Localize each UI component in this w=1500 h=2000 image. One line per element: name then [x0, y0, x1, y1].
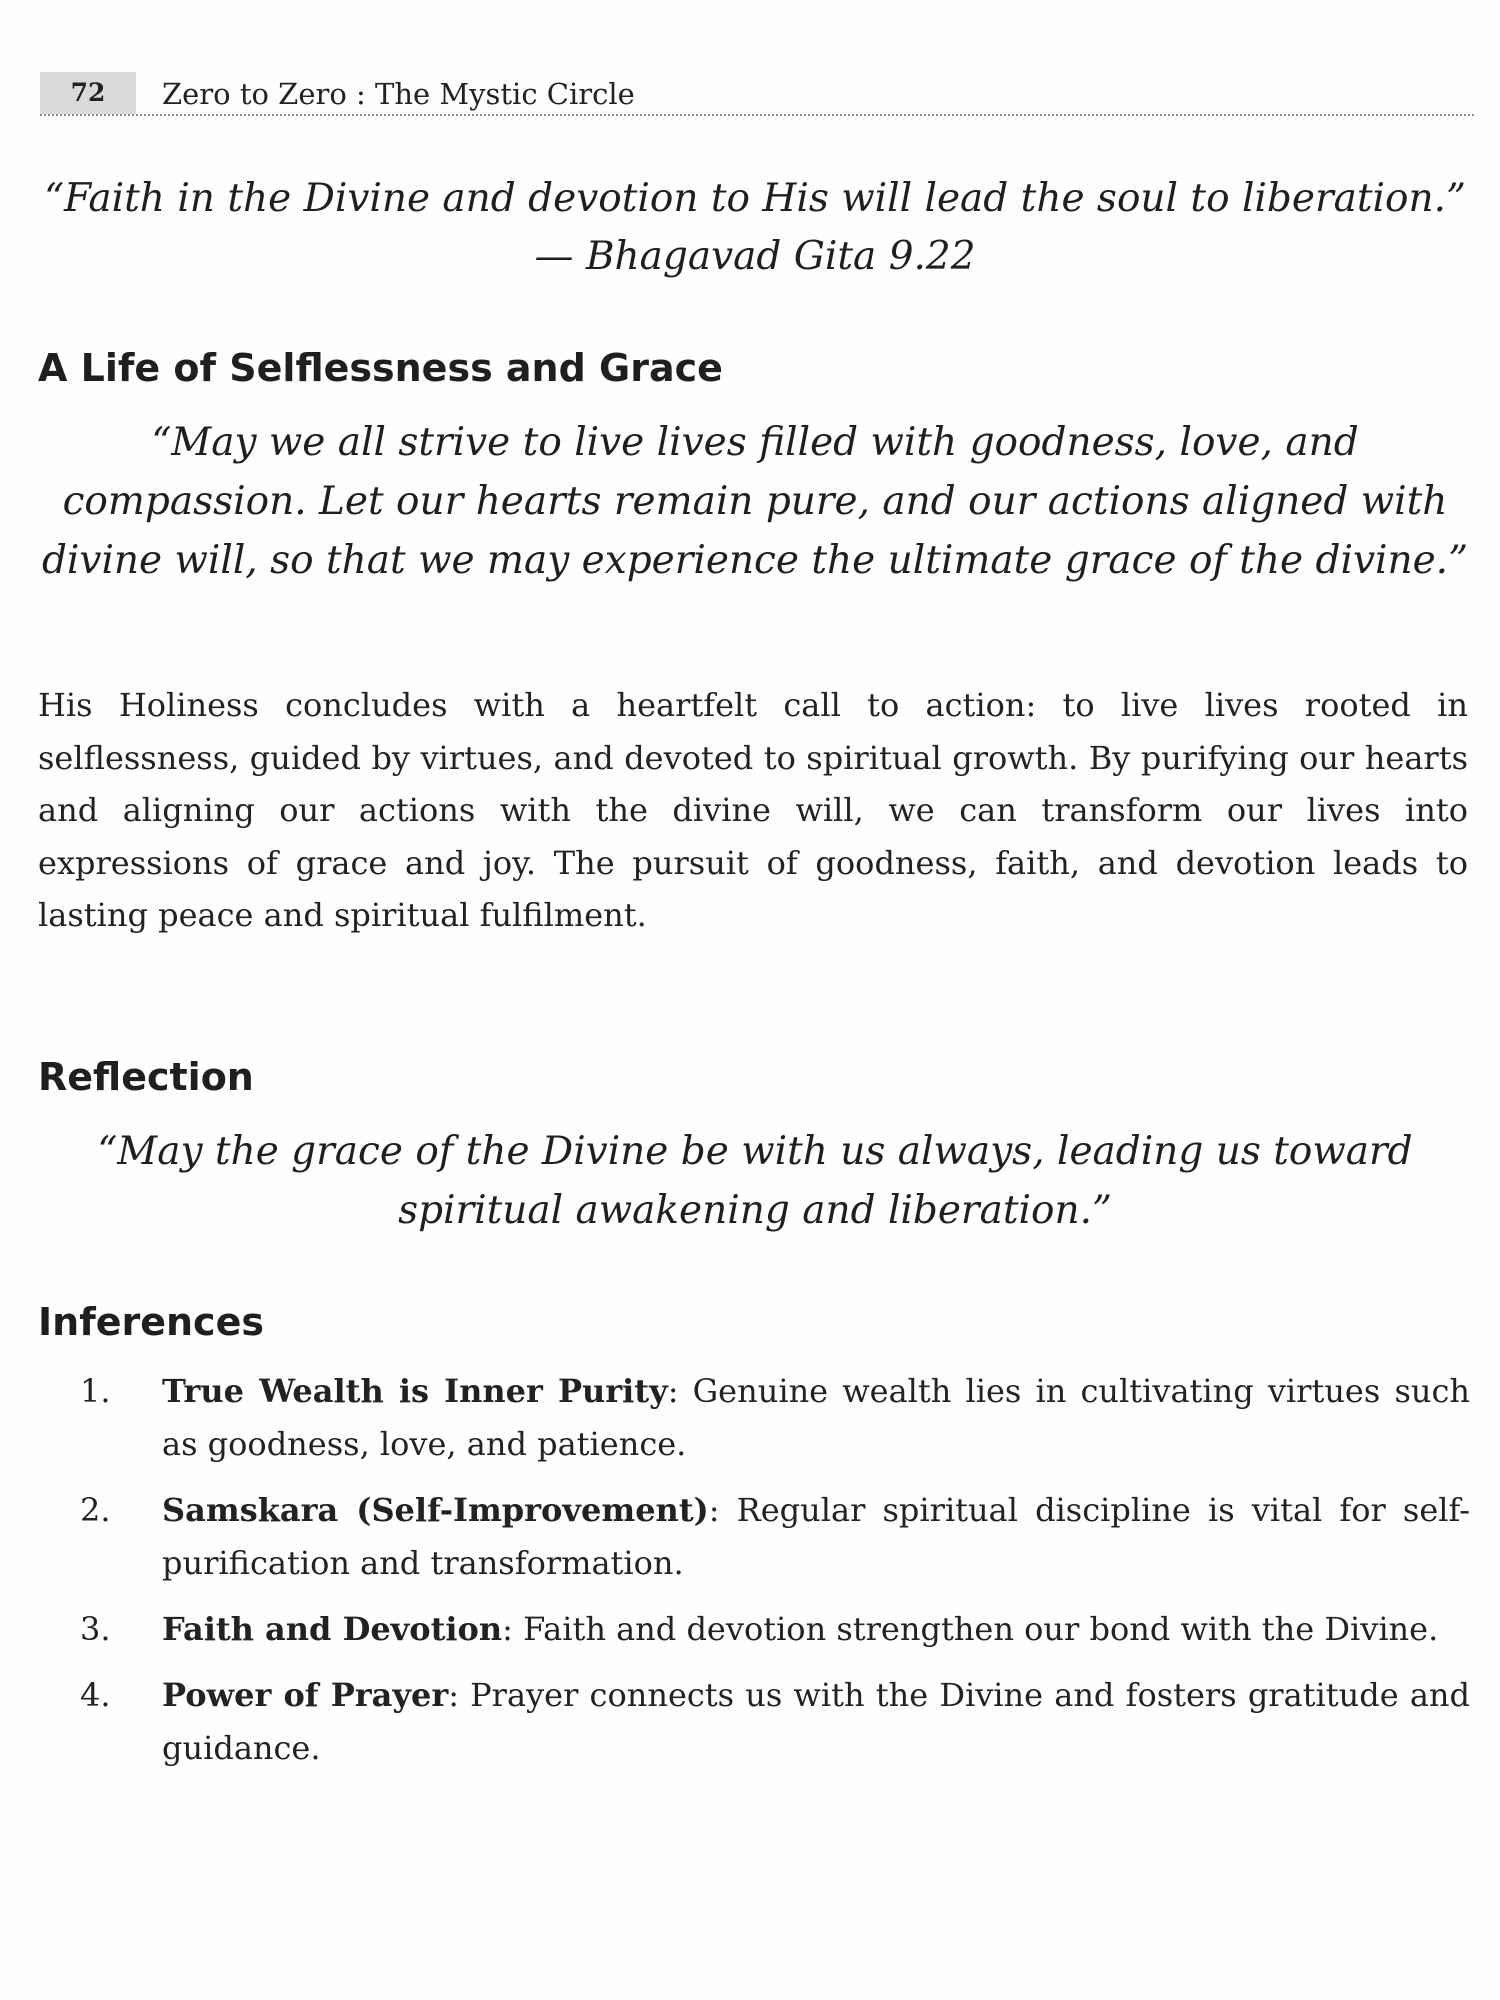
inference-text: : Regular spiritual discipline is vital for self-purification and transformation.	[162, 1491, 1471, 1582]
inference-term: True Wealth is Inner Purity	[162, 1372, 668, 1410]
running-title: Zero to Zero : The Mystic Circle	[162, 77, 635, 111]
inference-item	[80, 1603, 1470, 1656]
inference-number: 4.	[80, 1676, 111, 1714]
page-header	[40, 62, 1474, 116]
page-number: 72	[40, 72, 136, 114]
reflection-quote: “May the grace of the Divine be with us always, leading us toward spiritual awakening and liberation.”	[97, 1129, 1413, 1233]
inferences-list	[80, 1365, 1470, 1775]
inference-text: : Prayer connects us with the Divine and fosters gratitude and guidance.	[162, 1676, 1471, 1767]
section-heading-selflessness: A Life of Selflessness and Grace	[38, 346, 723, 390]
inference-number: 1.	[80, 1372, 111, 1410]
inference-item	[80, 1669, 1470, 1775]
inference-item	[80, 1484, 1470, 1590]
inference-term: Faith and Devotion	[162, 1610, 503, 1648]
inference-text: : Faith and devotion strengthen our bond with the Divine.	[502, 1610, 1439, 1648]
inference-term: Power of Prayer	[162, 1676, 449, 1714]
section-heading-inferences: Inferences	[38, 1300, 264, 1344]
inference-text: : Genuine wealth lies in cultivating virtues such as goodness, love, and patience.	[162, 1372, 1471, 1463]
inference-item	[80, 1365, 1470, 1471]
body-paragraph: His Holiness concludes with a heartfelt call to action: to live lives rooted in selflessness, guided by virtues, and devoted to spiritual growth. By purifying our hearts and aligning our actions with the divine will, we can transform our lives into expressions of grace and joy. The pursuit of goodness, faith, and devotion leads to lasting peace and spiritual fulfilment.	[38, 686, 1468, 934]
inference-number: 2.	[80, 1491, 111, 1529]
selflessness-quote: “May we all strive to live lives filled with goodness, love, and compassion. Let our hearts remain pure, and our actions aligned with divine will, so that we may experience the ultimate grace of the divine.”	[41, 420, 1469, 583]
inference-number: 3.	[80, 1610, 111, 1648]
section-heading-reflection: Reflection	[38, 1055, 254, 1099]
gita-quote: “Faith in the Divine and devotion to His will lead the soul to liberation.” — Bhagavad Gita 9.22	[44, 176, 1466, 279]
inference-term: Samskara (Self-Improvement)	[162, 1491, 709, 1529]
